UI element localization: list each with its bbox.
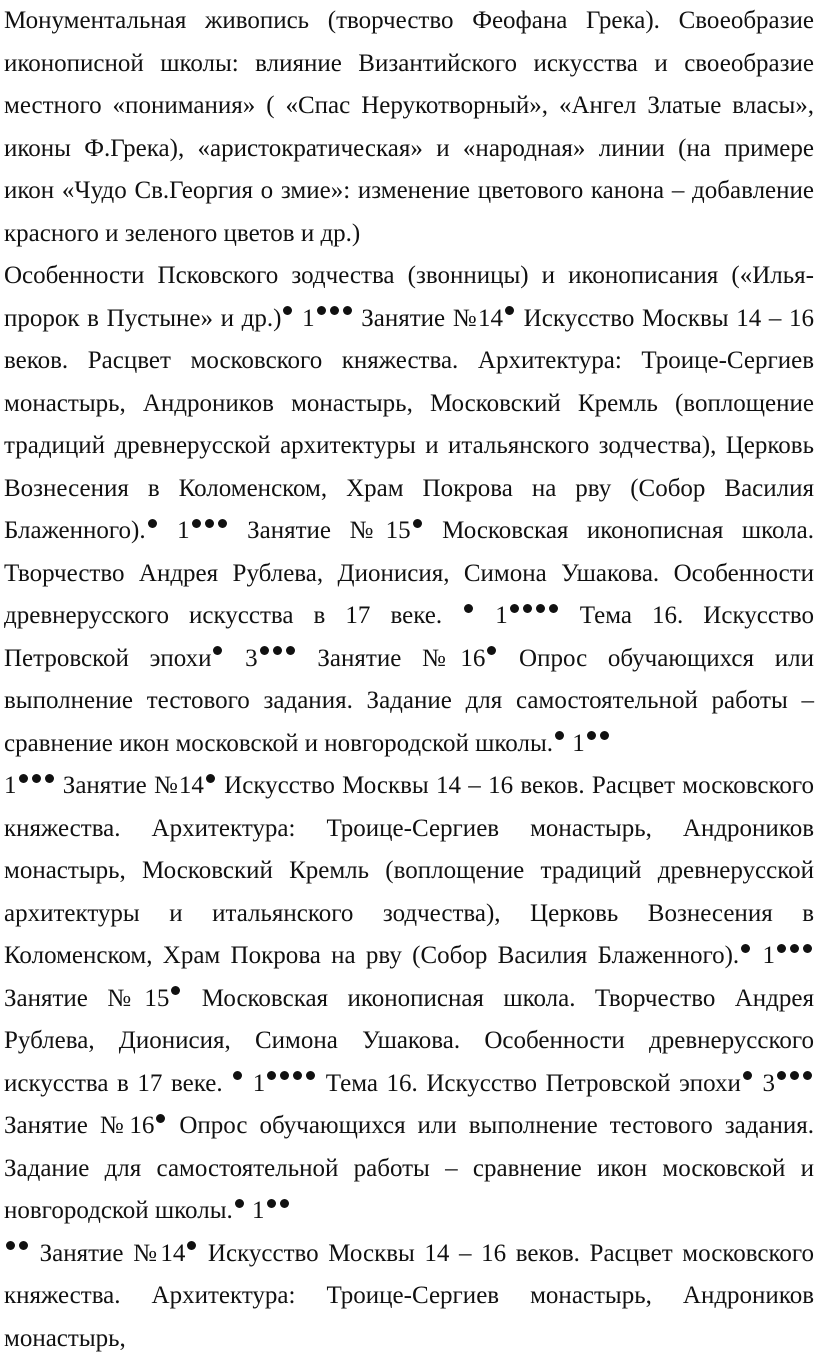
- bullet-dot-icon: [510, 604, 519, 613]
- paragraph: [4, 1233, 814, 1360]
- bullet-dot-icon: [741, 944, 750, 953]
- bullet-dot-icon: [267, 1071, 276, 1080]
- bullet-dot-icon: [32, 774, 41, 783]
- text-run: 1: [244, 1070, 265, 1097]
- bullet-dot-icon: [6, 1241, 15, 1250]
- bullet-dot-icon: [280, 1199, 289, 1208]
- text-run: Занятие №14: [30, 1240, 185, 1267]
- text-run: Искусство Москвы 14 – 16 веков. Расцвет московского княжества. Архитектура: Троице-Сергиев монастырь, Андроников монастырь, Московский Кремль (воплощение традиций древнерусской архитектуры и итальянского зодчества), Церковь Вознесения в Коломенском, Храм Покрова на рву (Собор Василия Блаженного).: [4, 305, 814, 545]
- bullet-dot-icon: [743, 1071, 752, 1080]
- bullet-dot-icon: [192, 519, 201, 528]
- text-run: 1: [159, 517, 190, 544]
- text-run: Занятие №14: [56, 772, 204, 799]
- bullet-dot-icon: [19, 774, 28, 783]
- bullet-dot-icon: [600, 731, 609, 740]
- bullet-dot-icon: [343, 306, 352, 315]
- document-page: [4, 0, 814, 1360]
- bullet-dot-icon: [317, 306, 326, 315]
- bullet-dot-icon: [536, 604, 545, 613]
- bullet-dot-icon: [293, 1071, 302, 1080]
- bullet-dot-icon: [171, 986, 180, 995]
- bullet-dot-icon: [260, 646, 269, 655]
- bullet-dot-icon: [280, 1071, 289, 1080]
- bullet-dot-icon: [790, 944, 799, 953]
- bullet-dot-icon: [555, 731, 564, 740]
- text-run: Занятие №16: [4, 1112, 154, 1139]
- text-run: Московская иконописная школа. Творчество Андрея Рублева, Дионисия, Симона Ушакова. Особенности древнерусского искусства в 17 веке.: [4, 985, 814, 1097]
- bullet-dot-icon: [286, 646, 295, 655]
- text-run: Монументальная живопись (творчество Феофана Грека). Своеобразие иконописной школы: влияние Византийского искусства и своеобразие местного «понимания» ( «Спас Нерукотворный», «Ангел Златые власы», иконы Ф.Грека), «аристократическая» и «народная» линии (на примере икон «Чудо Св.Георгия о змие»: изменение цветового канона – добавление красного и зеленого цветов и др.): [4, 7, 814, 247]
- text-run: 1: [246, 1197, 265, 1224]
- bullet-dot-icon: [487, 646, 496, 655]
- bullet-dot-icon: [803, 1071, 812, 1080]
- bullet-dot-icon: [549, 604, 558, 613]
- text-run: 1: [752, 942, 775, 969]
- text-run: 3: [224, 645, 257, 672]
- bullet-dot-icon: [777, 1071, 786, 1080]
- bullet-dot-icon: [330, 306, 339, 315]
- bullet-dot-icon: [523, 604, 532, 613]
- text-run: Занятие №15: [4, 985, 169, 1012]
- bullet-dot-icon: [19, 1241, 28, 1250]
- text-run: Тема 16. Искусство Петровской эпохи: [317, 1070, 741, 1097]
- paragraph: [4, 255, 814, 765]
- text-run: Занятие №14: [354, 305, 503, 332]
- bullet-dot-icon: [267, 1199, 276, 1208]
- text-run: 1: [4, 772, 17, 799]
- bullet-dot-icon: [213, 646, 222, 655]
- text-run: Искусство Москвы 14 – 16 веков. Расцвет московского княжества. Архитектура: Троице-Сергиев монастырь, Андроников монастырь,: [4, 1240, 814, 1352]
- text-run: 1: [294, 305, 314, 332]
- bullet-dot-icon: [218, 519, 227, 528]
- text-run: 1: [475, 602, 508, 629]
- bullet-dot-icon: [505, 306, 514, 315]
- bullet-dot-icon: [187, 1241, 196, 1250]
- bullet-dot-icon: [790, 1071, 799, 1080]
- bullet-dot-icon: [156, 1114, 165, 1123]
- bullet-dot-icon: [148, 519, 157, 528]
- text-run: Особенности Псковского зодчества (звонницы) и иконописания («Илья-пророк в Пустыне» и др.): [4, 262, 814, 332]
- bullet-dot-icon: [235, 1199, 244, 1208]
- bullet-dot-icon: [777, 944, 786, 953]
- paragraph: [4, 765, 814, 1233]
- bullet-dot-icon: [206, 774, 215, 783]
- text-run: Занятие №16: [297, 645, 486, 672]
- bullet-dot-icon: [413, 519, 422, 528]
- text-run: 3: [754, 1070, 775, 1097]
- bullet-dot-icon: [45, 774, 54, 783]
- bullet-dot-icon: [306, 1071, 315, 1080]
- bullet-dot-icon: [803, 944, 812, 953]
- bullet-dot-icon: [233, 1071, 242, 1080]
- text-run: Опрос обучающихся или выполнение тестового задания. Задание для самостоятельной работы – сравнение икон московской и новгородской школы.: [4, 645, 814, 757]
- text-run: Московская иконописная школа. Творчество Андрея Рублева, Дионисия, Симона Ушакова. Особенности древнерусского искусства в 17 веке.: [4, 517, 814, 629]
- text-run: Тема 16. Искусство Петровской эпохи: [4, 602, 814, 672]
- text-run: Искусство Москвы 14 – 16 веков. Расцвет московского княжества. Архитектура: Троице-Сергиев монастырь, Андроников монастырь, Московский Кремль (воплощение традиций древнерусской архитектуры и итальянского зодчества), Церковь Вознесения в Коломенском, Храм Покрова на рву (Собор Василия Блаженного).: [4, 772, 814, 969]
- text-run: Занятие №15: [229, 517, 411, 544]
- bullet-dot-icon: [205, 519, 214, 528]
- text-run: 1: [566, 730, 585, 757]
- text-run: Опрос обучающихся или выполнение тестового задания. Задание для самостоятельной работы – сравнение икон московской и новгородской школы.: [4, 1112, 814, 1224]
- bullet-dot-icon: [273, 646, 282, 655]
- bullet-dot-icon: [587, 731, 596, 740]
- bullet-dot-icon: [283, 306, 292, 315]
- bullet-dot-icon: [464, 604, 473, 613]
- paragraph: [4, 0, 814, 255]
